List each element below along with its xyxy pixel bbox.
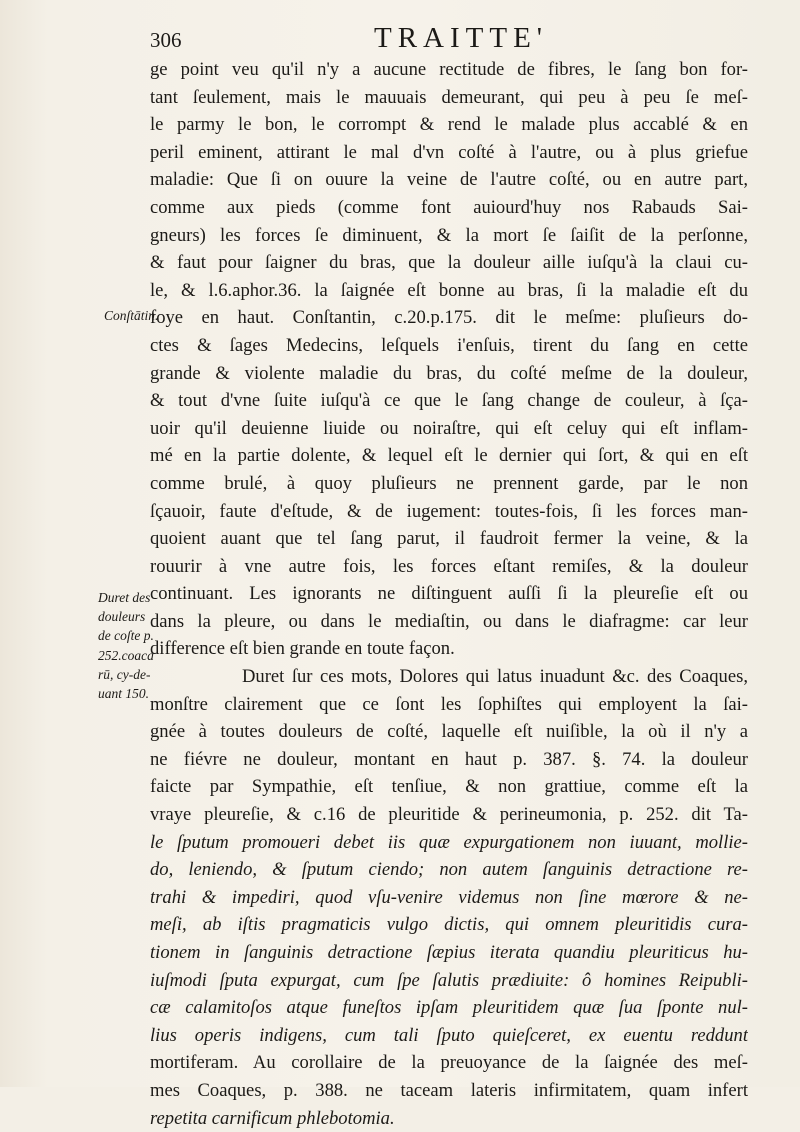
- margin-note-line: douleurs: [98, 609, 146, 625]
- text-line: repetita carnificum phlebotomia.: [150, 1107, 395, 1129]
- text-line: iuſmodi ſputa expurgat, cum ſpe ſalutis prædiuite: ô homines Reipubli-: [150, 969, 748, 991]
- text-line: rouurir à vne autre fois, les forces eſtant remiſes, & la douleur: [150, 555, 748, 577]
- text-line: cæ calamitoſos atque funeſtos ipſam pleuritidem quæ ſua ſponte nul-: [150, 997, 748, 1019]
- text-line: meſi, ab iſtis pragmaticis vulgo dictis, qui omnem pleuritidis cura-: [150, 914, 748, 936]
- text-line: difference eſt bien grande en toute façon.: [150, 638, 455, 660]
- text-line: Duret ſur ces mots, Dolores qui latus inuadunt &c. des Coaques,: [242, 666, 748, 688]
- text-line: do, leniendo, & ſputum ciendo; non autem ſanguinis detractione re-: [150, 859, 748, 881]
- text-line: & tout d'vne ſuite iuſqu'à ce que le ſang change de couleur, à ſça-: [150, 390, 748, 412]
- text-line: quoient auant que tel ſang parut, il faudroit fermer la veine, & la: [150, 528, 748, 550]
- text-line: faicte par Sympathie, eſt tenſiue, & non grattiue, comme eſt la: [150, 776, 748, 798]
- text-line: uoir qu'il deuienne liuide ou noiraſtre, qui eſt celuy qui eſt inflam-: [150, 417, 748, 439]
- text-line: mortiferam. Au corollaire de la preuoyance de la ſaignée des meſ-: [150, 1052, 748, 1074]
- text-line: gnée à toutes douleurs de coſté, laquelle eſt nuiſible, la où il n'y a: [150, 721, 748, 743]
- margin-note-line: uant 150.: [98, 686, 150, 702]
- text-line: comme brulé, à quoy pluſieurs ne prennent garde, par le non: [150, 472, 748, 494]
- margin-note-duret: [98, 588, 158, 703]
- text-line: vraye pleureſie, & c.16 de pleuritide & perineumonia, p. 252. dit Ta-: [150, 804, 748, 826]
- body-text: [150, 56, 748, 1132]
- text-line: mes Coaques, p. 388. ne taceam lateris infirmitatem, quam infert: [150, 1079, 748, 1101]
- text-line: le ſputum promoueri debet iis quæ expurgationem non iuuant, mollie-: [150, 831, 748, 853]
- text-line: continuant. Les ignorants ne diſtinguent auſſi ſi la pleureſie eſt ou: [150, 583, 748, 605]
- margin-note-line: 252.coaca: [98, 647, 154, 663]
- text-line: le parmy le bon, le corrompt & rend le malade plus accablé & en: [150, 114, 748, 136]
- text-line: maladie: Que ſi on ouure la veine de l'autre coſté, ou en autre part,: [150, 169, 748, 191]
- text-line: tant ſeulement, mais le mauuais demeurant, qui peu à peu ſe meſ-: [150, 86, 748, 108]
- text-line: tionem in ſanguinis detractione ſæpius iterata quandiu pleuriticus hu-: [150, 942, 748, 963]
- text-line: gneurs) les forces ſe diminuent, & la mort ſe ſaiſit de la perſonne,: [150, 224, 748, 246]
- running-title: TRAITTE': [374, 22, 549, 54]
- text-line: ctes & ſages Medecins, leſquels i'enſuis, tirent du ſang en cette: [150, 334, 748, 356]
- text-line: dans la pleure, ou dans le mediaſtin, ou dans le diafragme: car leur: [150, 610, 748, 632]
- text-line: foye en haut. Conſtantin, c.20.p.175. dit le meſme: pluſieurs do-: [150, 307, 748, 329]
- text-line: monſtre clairement que ce ſont les ſophiſtes qui employent la ſai-: [150, 693, 748, 715]
- text-line: trahi & impediri, quod vſu-venire videmus non ſine mœrore & ne-: [150, 886, 748, 908]
- text-line: le, & l.6.aphor.36. la ſaignée eſt bonne au bras, ſi la maladie eſt du: [150, 279, 748, 301]
- text-line: comme aux pieds (comme font auiourd'huy nos Rabauds Sai-: [150, 196, 748, 218]
- text-line: ne fiévre ne douleur, montant en haut p. 387. §. 74. la douleur: [150, 748, 748, 770]
- margin-note-constantin: Conſtātin.: [104, 308, 159, 323]
- text-line: ge point veu qu'il n'y a aucune rectitude de fibres, le ſang bon for-: [150, 59, 748, 80]
- text-line: peril eminent, attirant le mal d'vn coſté à l'autre, ou à plus griefue: [150, 141, 748, 163]
- text-line: grande & violente maladie du bras, du coſté meſme de la douleur,: [150, 362, 748, 384]
- text-line: mé en la partie dolente, & lequel eſt le dernier qui ſort, & qui en eſt: [150, 445, 748, 467]
- margin-note-line: de coſte p.: [98, 628, 154, 644]
- text-line: ſçauoir, faute d'eſtude, & de iugement: toutes-fois, ſi les forces man-: [150, 500, 748, 522]
- margin-note-line: Duret des: [98, 590, 151, 605]
- page-number: 306: [150, 28, 182, 52]
- text-line: lius operis indigens, cum tali ſputo quieſceret, ex euentu reddunt: [150, 1024, 748, 1046]
- text-line: & faut pour ſaigner du bras, que la douleur aille iuſqu'à la claui cu-: [150, 252, 748, 274]
- margin-note-line: rū, cy-de-: [98, 666, 151, 682]
